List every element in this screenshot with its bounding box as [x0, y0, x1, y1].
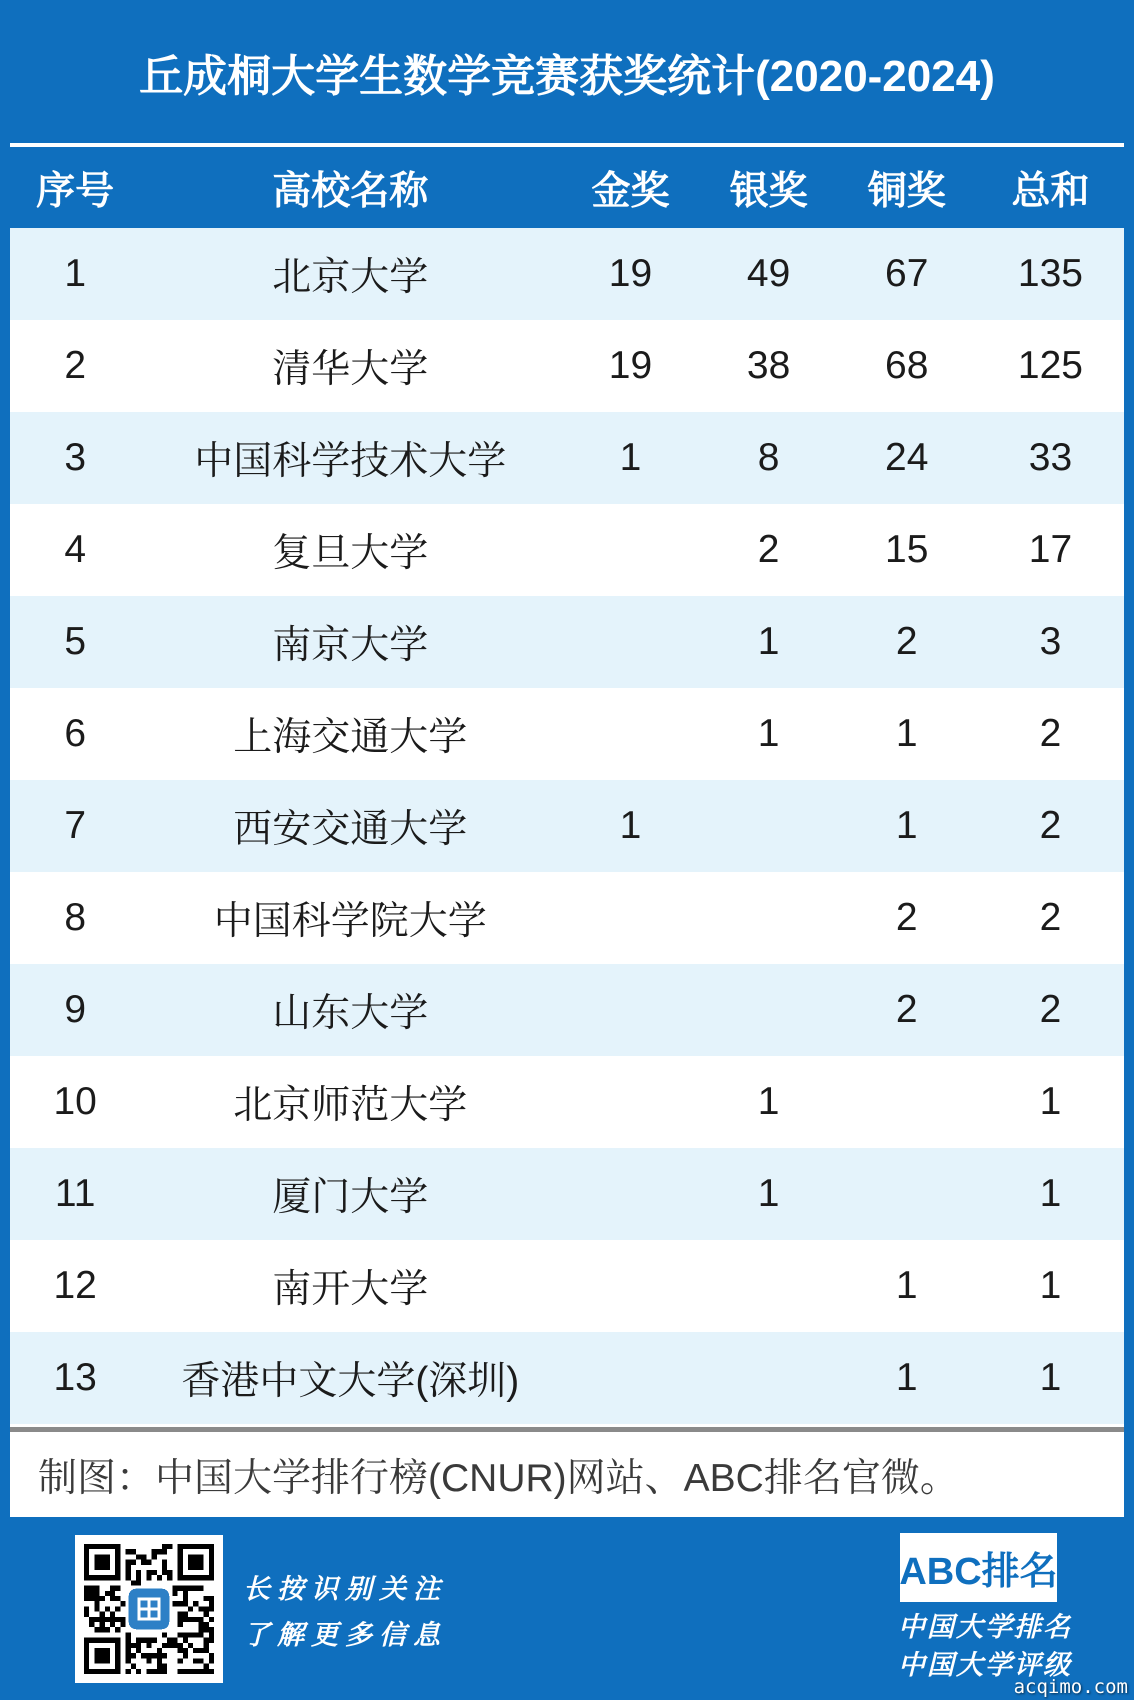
cell-name: 上海交通大学 [233, 716, 468, 759]
cell-gold: 1 [619, 436, 642, 479]
column-header: 高校名称 [272, 169, 429, 213]
cell-bronze: 1 [895, 712, 918, 755]
cell-name: 复旦大学 [272, 532, 429, 575]
column-header: 总和 [1011, 169, 1090, 213]
cell-rank: 2 [64, 344, 87, 387]
cell-rank: 13 [53, 1356, 97, 1399]
cell-silver: 8 [757, 436, 780, 479]
table-row [10, 320, 1124, 412]
table-body [10, 228, 1124, 1424]
cell-rank: 7 [64, 804, 87, 847]
cell-name: 北京大学 [272, 256, 429, 299]
cell-silver: 2 [757, 528, 780, 571]
column-header: 金奖 [591, 169, 670, 213]
qr-code [75, 1535, 223, 1683]
cell-silver: 1 [757, 1172, 780, 1215]
qr-code-image [84, 1544, 214, 1674]
award-table [10, 147, 1124, 1517]
cell-gold: 19 [608, 344, 653, 387]
table-row [10, 688, 1124, 780]
abc-ranking-logo-box [900, 1533, 1057, 1602]
cell-bronze: 24 [885, 436, 929, 479]
cell-rank: 11 [54, 1172, 96, 1215]
table-row [10, 1056, 1124, 1148]
footer-note-row [10, 1432, 1124, 1517]
cell-total: 2 [1039, 804, 1062, 847]
column-header: 铜奖 [867, 169, 946, 213]
cell-rank: 10 [53, 1080, 97, 1123]
cell-total: 125 [1017, 344, 1083, 387]
cell-total: 1 [1039, 1264, 1062, 1307]
cell-rank: 6 [64, 712, 87, 755]
cell-bronze: 2 [895, 896, 918, 939]
table-row [10, 504, 1124, 596]
cell-silver: 38 [746, 344, 791, 387]
table-row [10, 780, 1124, 872]
cell-bronze: 2 [895, 988, 918, 1031]
cell-name: 南开大学 [272, 1268, 429, 1311]
cell-name: 南京大学 [272, 624, 429, 667]
cell-name: 中国科学技术大学 [194, 440, 507, 483]
cell-total: 2 [1039, 988, 1062, 1031]
follow-text [243, 1567, 447, 1659]
cell-gold: 19 [608, 252, 653, 295]
table-row [10, 872, 1124, 964]
cell-bronze: 67 [885, 252, 929, 295]
cell-rank: 9 [64, 988, 87, 1031]
follow-line-1: 长按识别关注 [243, 1574, 447, 1605]
cell-silver: 1 [757, 712, 780, 755]
cell-total: 1 [1039, 1080, 1062, 1123]
cell-total: 17 [1028, 528, 1073, 571]
column-header: 序号 [36, 169, 115, 213]
footer-note: 制图：中国大学排行榜(CNUR)网站、ABC排名官微。 [38, 1456, 959, 1500]
cell-total: 1 [1039, 1356, 1062, 1399]
table-row [10, 1240, 1124, 1332]
cell-bronze: 15 [885, 528, 929, 571]
cell-silver: 1 [757, 620, 780, 663]
brand-line-1: 中国大学排名 [898, 1612, 1072, 1643]
brand-line-2: 中国大学评级 [898, 1650, 1072, 1681]
cell-name: 中国科学院大学 [213, 900, 487, 943]
watermark-text: acqimo.com [1013, 1676, 1128, 1698]
abc-ranking-logo-text: ABC排名 [899, 1551, 1058, 1593]
cell-name: 北京师范大学 [233, 1084, 468, 1127]
follow-line-2: 了解更多信息 [243, 1620, 447, 1651]
cell-rank: 8 [64, 896, 87, 939]
table-row [10, 596, 1124, 688]
table-header-row [10, 147, 1124, 228]
title-bar [0, 0, 1134, 143]
cell-name: 清华大学 [272, 348, 429, 391]
cell-silver: 1 [757, 1080, 780, 1123]
cell-total: 2 [1039, 712, 1062, 755]
cell-name: 香港中文大学(深圳) [181, 1360, 520, 1403]
cell-name: 西安交通大学 [233, 808, 468, 851]
table-row [10, 1332, 1124, 1424]
cell-name: 厦门大学 [272, 1176, 429, 1219]
cell-name: 山东大学 [272, 992, 429, 1035]
cell-bronze: 1 [895, 1264, 918, 1307]
bottom-promo-section [0, 1517, 1134, 1700]
cell-bronze: 68 [885, 344, 929, 387]
cell-silver: 49 [746, 252, 791, 295]
cell-rank: 3 [64, 436, 87, 479]
cell-total: 1 [1039, 1172, 1062, 1215]
table-row [10, 228, 1124, 320]
cell-rank: 4 [64, 528, 87, 571]
column-header: 银奖 [729, 169, 808, 213]
cell-total: 135 [1017, 252, 1083, 295]
cell-total: 2 [1039, 896, 1062, 939]
cell-bronze: 2 [895, 620, 918, 663]
cell-rank: 1 [64, 252, 87, 295]
table-row [10, 964, 1124, 1056]
table-row [10, 412, 1124, 504]
cell-gold: 1 [619, 804, 642, 847]
cell-rank: 12 [53, 1264, 97, 1307]
cell-bronze: 1 [895, 1356, 918, 1399]
cell-bronze: 1 [895, 804, 918, 847]
brand-lines [898, 1609, 1072, 1685]
page-title: 丘成桐大学生数学竞赛获奖统计(2020-2024) [139, 51, 995, 101]
table-row [10, 1148, 1124, 1240]
cell-rank: 5 [64, 620, 87, 663]
cell-total: 33 [1028, 436, 1073, 479]
cell-total: 3 [1039, 620, 1062, 663]
